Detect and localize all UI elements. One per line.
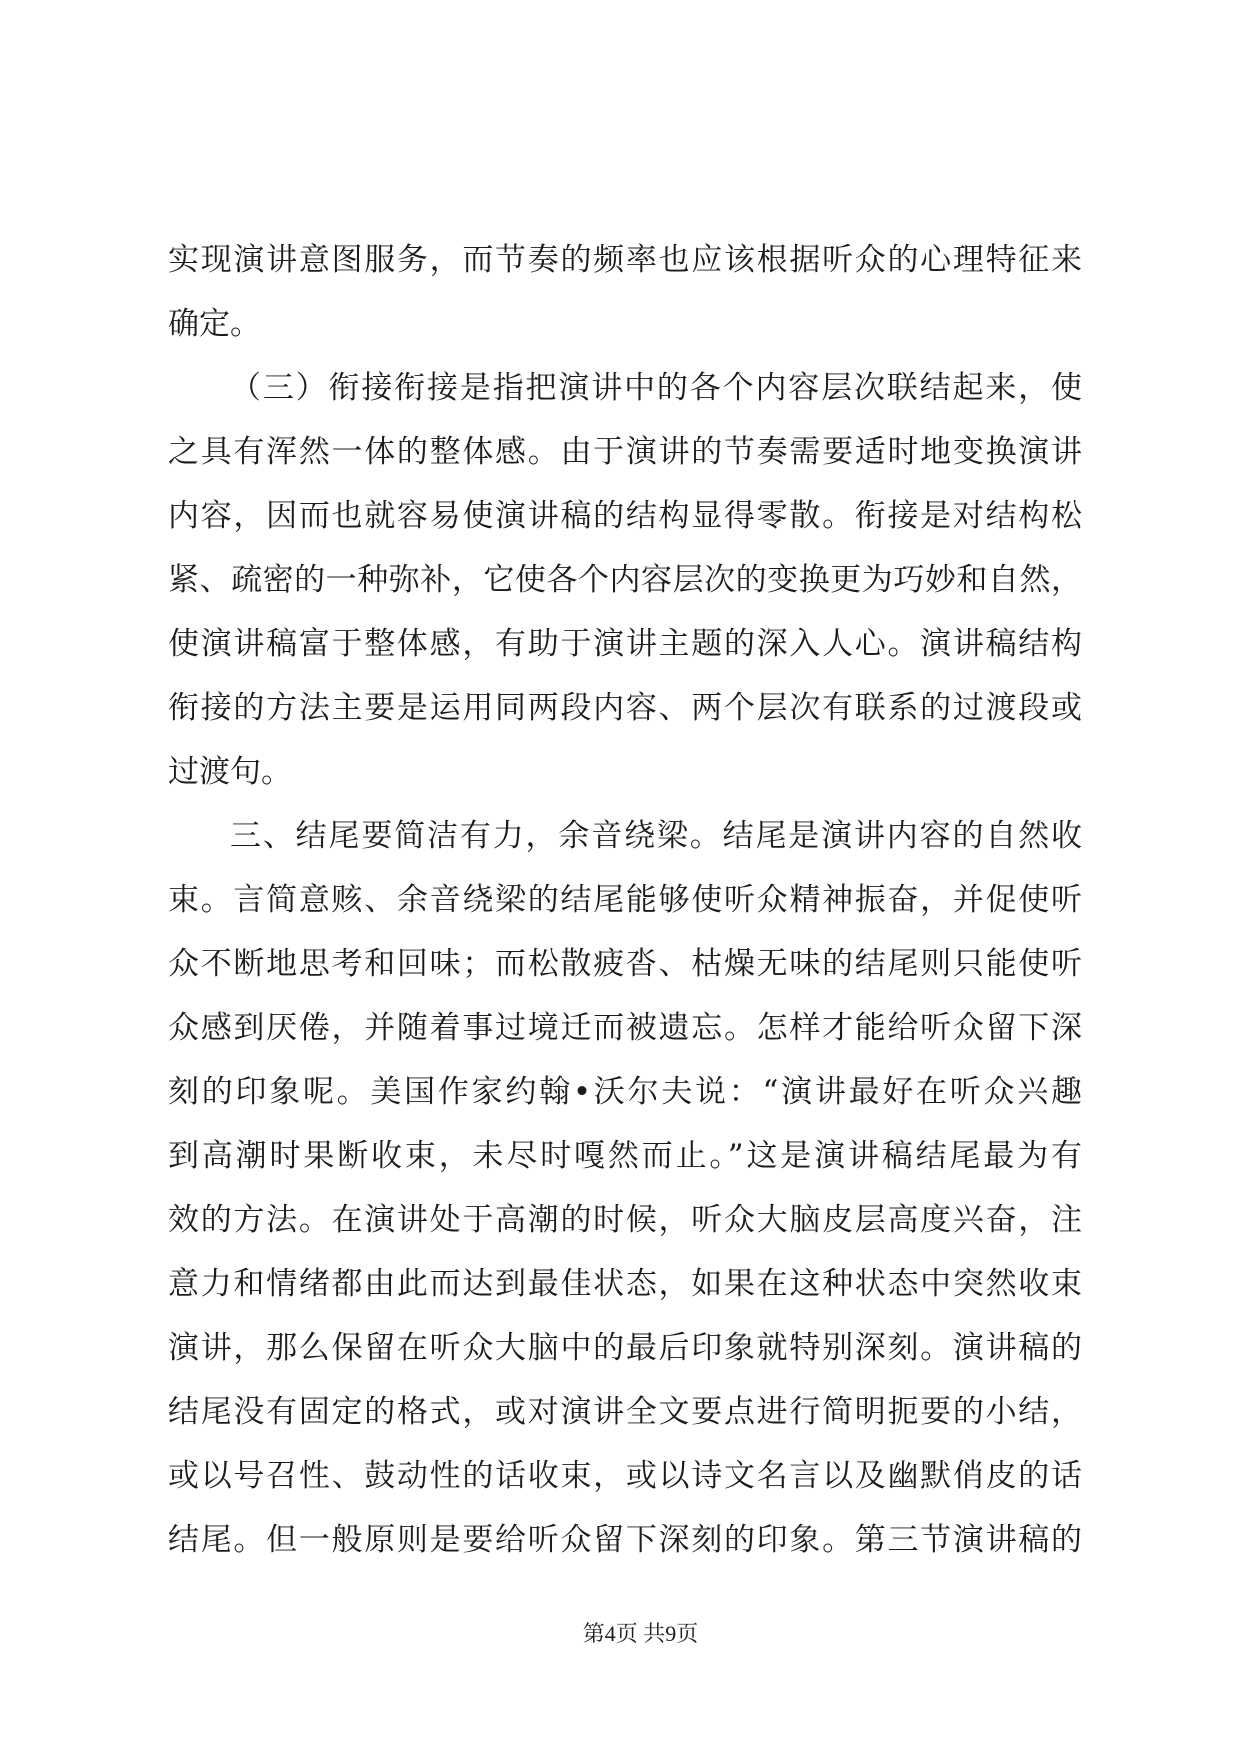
- body-text-line: 使演讲稿富于整体感，有助于演讲主题的深入人心。演讲稿结构: [168, 626, 1082, 662]
- body-text-line: 刻的印象呢。美国作家约翰•沃尔夫说：“演讲最好在听众兴趣: [168, 1074, 1082, 1110]
- paragraph: [168, 228, 1082, 356]
- body-text-line: 紧、疏密的一种弥补，它使各个内容层次的变换更为巧妙和自然，: [168, 562, 1082, 598]
- body-text-line: 效的方法。在演讲处于高潮的时候，听众大脑皮层高度兴奋，注: [168, 1202, 1082, 1238]
- body-text-line: 三、结尾要简洁有力，余音绕梁。结尾是演讲内容的自然收: [230, 818, 1082, 854]
- body-text-line: 到高潮时果断收束，未尽时嘎然而止。”这是演讲稿结尾最为有: [168, 1138, 1082, 1174]
- paragraph: [168, 356, 1082, 804]
- page-number-footer: 第4页 共9页: [582, 1621, 699, 1646]
- body-text-line: 束。言简意赅、余音绕梁的结尾能够使听众精神振奋，并促使听: [168, 882, 1082, 918]
- body-text-line: 过渡句。: [168, 754, 292, 790]
- body-text-line: 结尾没有固定的格式，或对演讲全文要点进行简明扼要的小结，: [168, 1394, 1082, 1430]
- body-text-line: （三）衔接衔接是指把演讲中的各个内容层次联结起来，使: [230, 370, 1082, 406]
- body-text-line: 意力和情绪都由此而达到最佳状态，如果在这种状态中突然收束: [168, 1266, 1082, 1302]
- body-text-line: 内容，因而也就容易使演讲稿的结构显得零散。衔接是对结构松: [168, 498, 1082, 534]
- body-text-line: 众感到厌倦，并随着事过境迁而被遗忘。怎样才能给听众留下深: [168, 1010, 1082, 1046]
- body-text-line: 或以号召性、鼓动性的话收束，或以诗文名言以及幽默俏皮的话: [168, 1458, 1082, 1494]
- body-text-line: 众不断地思考和回味；而松散疲沓、枯燥无味的结尾则只能使听: [168, 946, 1082, 982]
- body-text: [168, 228, 1082, 1572]
- body-text-line: 结尾。但一般原则是要给听众留下深刻的印象。第三节演讲稿的: [168, 1522, 1082, 1558]
- body-text-line: 衔接的方法主要是运用同两段内容、两个层次有联系的过渡段或: [168, 690, 1082, 726]
- body-text-line: 实现演讲意图服务，而节奏的频率也应该根据听众的心理特征来: [168, 242, 1082, 278]
- body-text-line: 确定。: [168, 306, 261, 342]
- body-text-line: 演讲，那么保留在听众大脑中的最后印象就特别深刻。演讲稿的: [168, 1330, 1082, 1366]
- body-text-line: 之具有浑然一体的整体感。由于演讲的节奏需要适时地变换演讲: [168, 434, 1082, 470]
- paragraph: [168, 804, 1082, 1572]
